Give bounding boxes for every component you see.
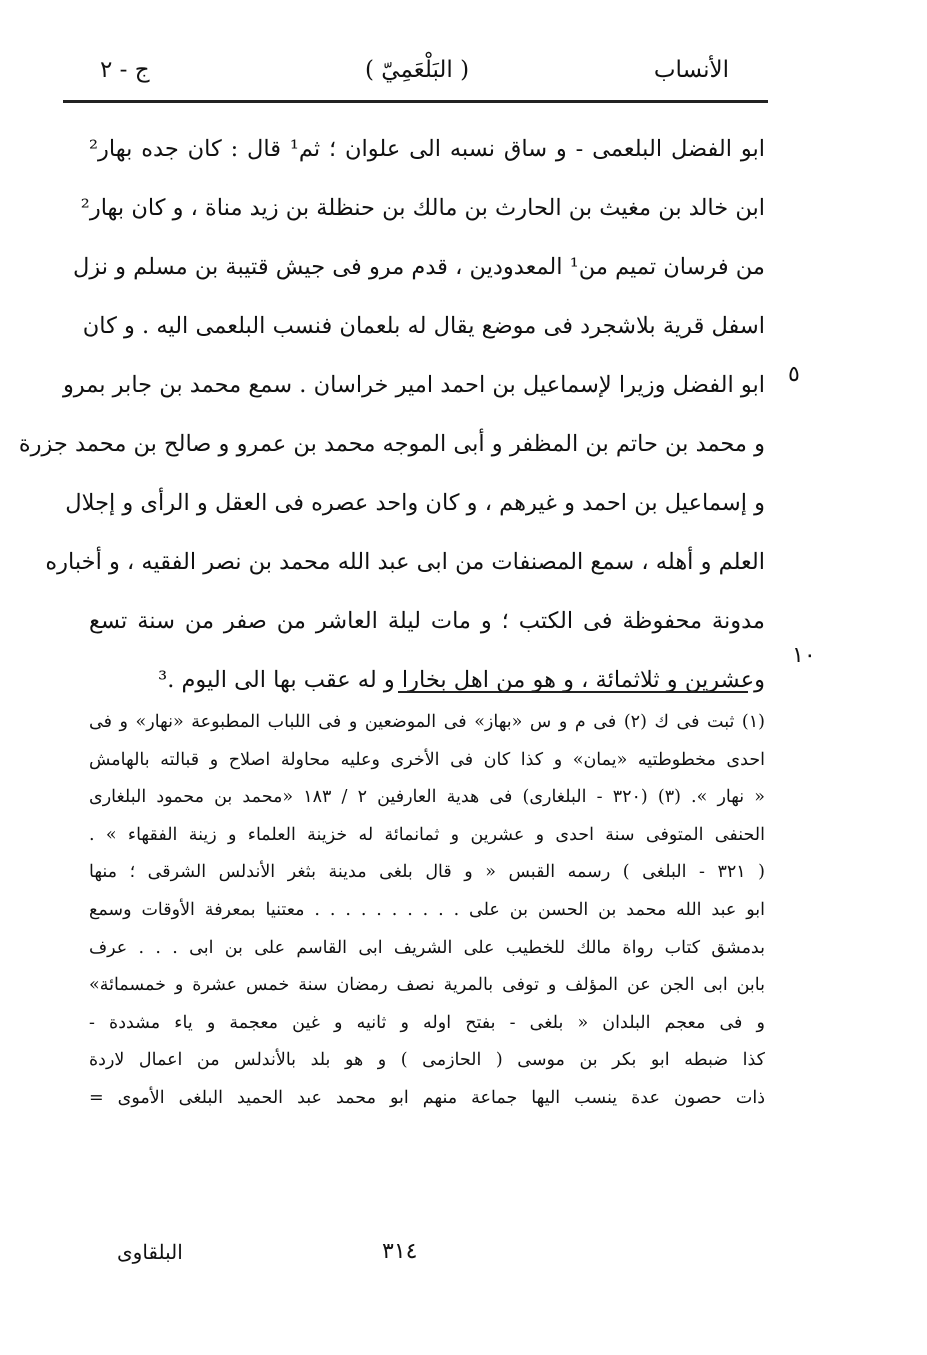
text-line: و إسماعيل بن احمد و غيرهم ، و كان واحد عصره فى العقل و الرأى و إجلال: [65, 490, 765, 516]
text-line: اسفل قرية بلاشجرد فى موضع يقال له بلعمان فنسب البلعمى اليه . و كان: [82, 313, 765, 339]
text-line: مدونة محفوظة فى الكتب ؛ و مات ليلة العاشر من صفر من سنة تسع: [89, 608, 765, 634]
main-text-block: [18, 120, 765, 710]
text-line: ابو الفضل وزيرا لإسماعيل بن احمد امير خراسان . سمع محمد بن جابر بمرو: [62, 372, 765, 398]
footnote-line: بدمشق كتاب رواة مالك للخطيب على الشريف ابى القاسم على بن ابى . . . عرف: [89, 937, 765, 958]
footnote-line: بابن ابى الجن عن المؤلف و توفى بالمرية نصف رمضان سنة خمس عشرة و خمسمائة»: [89, 975, 765, 996]
footnote-line: ( ٣٢١ - البلغى ) رسمه القبس « و قال بلغى مدينة بثغر الأندلس الشرقى ؛ منها: [89, 862, 765, 883]
page-number: ٣١٤: [382, 1239, 418, 1264]
footnote-line: « نهار ». (٣) (٣٢٠ - البلغارى) فى هدية العارفين ٢ / ١٨٣ «محمد بن محمود البلغارى: [89, 787, 766, 808]
footnote-separator: [398, 691, 748, 693]
footnote-line: كذا ضبطه ابو بكر بن موسى ( الحازمى ) و هو بلد بالأندلس من اعمال لاردة: [89, 1050, 765, 1071]
text-line: ابو الفضل البلعمى - و ساق نسبه الى علوان ؛ ثم¹ قال : كان جده بهار²: [89, 136, 765, 162]
footnote-line: (١) ثبت فى ك (٢) فى م و س «بهاز» فى الموضعين و فى اللباب المطبوعة «نهار» و فى: [89, 712, 765, 732]
footnote-line: ابو عبد الله محمد بن الحسن بن على . . . . . . . . . . معتنيا بمعرفة الأوقات وسمع: [89, 899, 765, 920]
running-head-center: ( البَلْعَمِيّ ): [365, 57, 470, 83]
text-line: و محمد بن حاتم بن المظفر و أبى الموجه محمد بن عمرو و صالح بن محمد جزرة: [18, 431, 765, 457]
line-number-5: ٥: [788, 362, 800, 387]
header-rule: [63, 100, 768, 103]
footnote-line: ذات حصون عدة ينسب اليها جماعة منهم ابو محمد عبد الحميد البلغى الأموى =: [89, 1087, 765, 1108]
text-line: العلم و أهله ، سمع المصنفات من ابى عبد الله محمد بن نصر الفقيه ، و أخباره: [45, 549, 765, 575]
line-number-10: ١٠: [792, 643, 816, 668]
running-head-right: الأنساب: [653, 57, 729, 83]
text-line: من فرسان تميم من¹ المعدودين ، قدم مرو فى جيش قتيبة بن مسلم و نزل: [72, 254, 765, 280]
catchword: البلقاوى: [117, 1240, 183, 1264]
footnotes-block: [89, 704, 765, 1118]
footnote-line: الحنفى المتوفى سنة احدى و عشرين و ثمانمائة له خزينة العلماء و زينة الفقهاء » .: [89, 824, 765, 845]
footnote-line: و فى معجم البلدان « بلغى - بفتح اوله و ثانيه و غين معجمة و ياء مشددة -: [89, 1012, 766, 1033]
text-line: ابن خالد بن مغيث بن الحارث بن مالك بن حنظلة بن زيد مناة ، و كان بهار²: [80, 195, 765, 221]
volume-indicator: ج - ٢: [100, 57, 150, 83]
footnote-line: احدى مخطوطتيه «يمان» و كذا كان فى الأخرى وعليه محاولة اصلاح و قبالته بالهامش: [89, 749, 765, 770]
text-line: وعشرين و ثلاثمائة ، و هو من اهل بخارا و له عقب بها الى اليوم .³: [158, 667, 765, 693]
